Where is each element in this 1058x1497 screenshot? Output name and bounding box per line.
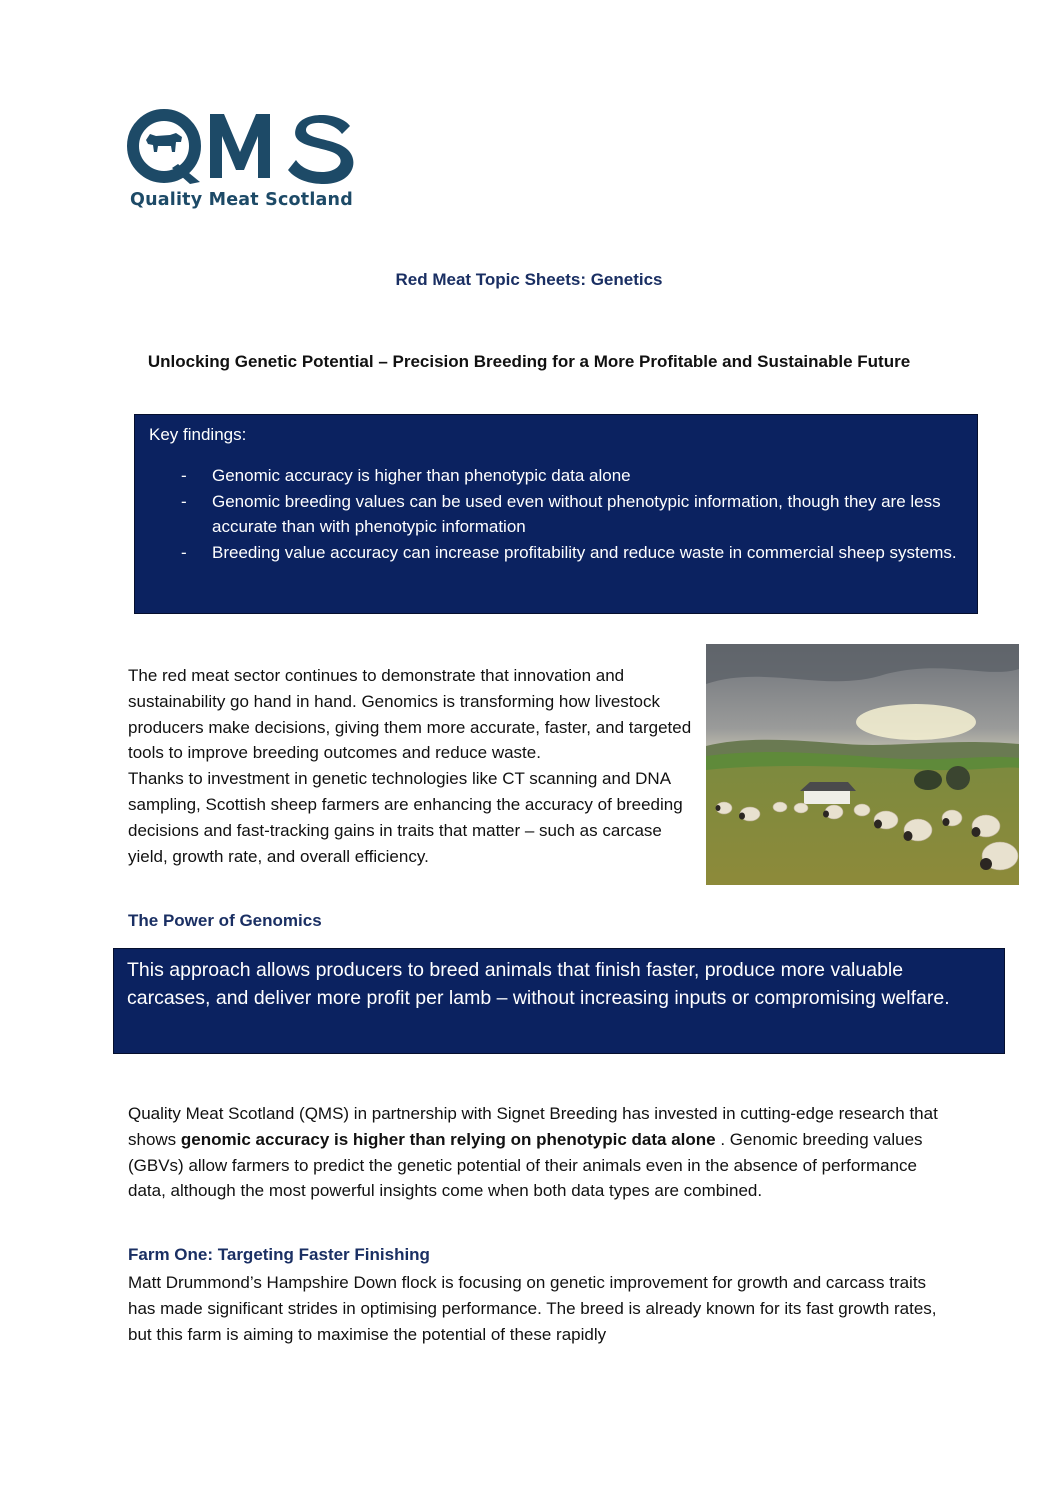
intro-section bbox=[128, 663, 700, 869]
qms-paragraph-bold: genomic accuracy is higher than relying on phenotypic data alone bbox=[180, 1129, 716, 1149]
intro-paragraph: Thanks to investment in genetic technologies like CT scanning and DNA sampling, Scottish sheep farmers are enhancing the accuracy of breeding decisions and fast-tracking gains in traits that matter – such as carcase yield, growth rate, and overall efficiency. bbox=[128, 769, 683, 866]
bullet-dash: - bbox=[181, 542, 187, 562]
highlight-quote-box bbox=[113, 948, 1005, 1054]
key-finding-item bbox=[149, 540, 967, 566]
farm-one-paragraph: Matt Drummond’s Hampshire Down flock is focusing on genetic improvement for growth and carcass traits has made significant strides in optimising performance. The breed is already known for its fast growth rates, but this farm is aiming to maximise the potential of these rapidly bbox=[128, 1273, 937, 1344]
highlight-quote-text: This approach allows producers to breed animals that finish faster, produce more valuable carcases, and deliver more profit per lamb – without increasing inputs or compromising welfare. bbox=[127, 959, 950, 1009]
qms-paragraph-text: . Genomic breeding values (GBVs) allow farmers to predict the genetic potential of their animals even in the absence of performance data, although the most powerful insights come when both data types are combined. bbox=[128, 1129, 923, 1201]
series-title: Red Meat Topic Sheets: Genetics bbox=[395, 270, 663, 289]
logo-subtitle: Quality Meat Scotland bbox=[130, 190, 353, 210]
key-finding-text: Genomic breeding values can be used even without phenotypic information, though they are less accurate than with phenotypic information bbox=[212, 491, 941, 536]
key-findings-list bbox=[149, 463, 967, 565]
page-title: Unlocking Genetic Potential – Precision Breeding for a More Profitable and Sustainable Future bbox=[147, 352, 911, 371]
qms-paragraph-text: Quality Meat Scotland (QMS) in partnership with Signet Breeding has invested in cutting-edge research that shows bbox=[128, 1104, 938, 1149]
key-findings-box bbox=[134, 414, 978, 614]
qms-logo bbox=[126, 106, 358, 216]
qms-wordmark-graphic bbox=[126, 106, 358, 186]
key-finding-text: Breeding value accuracy can increase profitability and reduce waste in commercial sheep systems. bbox=[212, 542, 957, 562]
bullet-dash: - bbox=[181, 491, 187, 511]
bullet-dash: - bbox=[181, 466, 187, 485]
section-heading-farm-one: Farm One: Targeting Faster Finishing bbox=[128, 1245, 430, 1264]
section-heading-genomics: The Power of Genomics bbox=[128, 911, 322, 930]
key-findings-heading: Key findings: bbox=[149, 425, 247, 444]
qms-research-paragraph bbox=[128, 1101, 948, 1204]
key-finding-item bbox=[149, 489, 967, 540]
intro-paragraph: The red meat sector continues to demonstrate that innovation and sustainability go hand in hand. Genomics is transforming how livestock producers make decisions, giving them more accurate, faster, and targeted tools to improve breeding outcomes and reduce waste. bbox=[128, 666, 692, 763]
key-finding-text: Genomic accuracy is higher than phenotypic data alone bbox=[212, 466, 631, 485]
sheep-field-photo bbox=[706, 644, 1019, 885]
key-finding-item bbox=[149, 463, 967, 489]
